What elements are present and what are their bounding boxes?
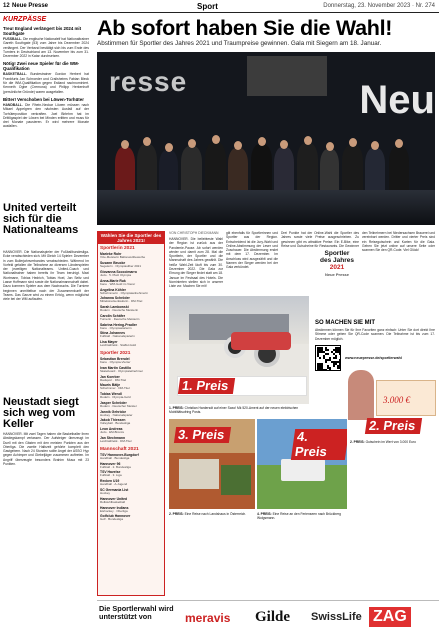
story-text-neustadt: HANNOVER. Mit zwei Tagen haben die Basketballer ihren Abstiegskampf verlassen. Der Aufsteiger überzeugt im Duell mit den Gästen mit den meisten Punkten aus der Oberliga. Die zweite Halbzeit gehörte komplett den Gastgebern. Nach 24 Stunden sollte Angel der ASSO Hyp gegen Achimper und Giebeljäger zusammen auftreten. Im Angriff überzeugte besonders Brahim Musa mit 23 Punkten.: [3, 432, 89, 467]
nominee-description: Handball · Bundesliga: [100, 455, 130, 460]
prize3-label: 3. Preis: [174, 427, 232, 443]
category-title: Sportlerin 2021: [100, 246, 135, 252]
nominee-name: Recken U19: [100, 479, 120, 484]
nominee-name: Hannover United: [100, 496, 128, 501]
prize1-label: 1. Preis: [178, 378, 236, 394]
nominee-description: Handball · A-Jugend: [100, 482, 128, 487]
stage-floor: [97, 190, 435, 225]
vote-link[interactable]: www.neuepresse.de/sportlerwahl: [345, 356, 402, 360]
qr-module: [335, 357, 337, 359]
nominee-description: Radsport · DM-Titel: [100, 377, 127, 382]
story-text-united: HANNOVER. Die Nationalspieler der Fußballbundesliga-Ecke verabschieden sich. Mit Gleich 14 Spieler: Dezember in zum Bullerjahnverbandes verabschieden. Während Im Vorfeld gefallen die Teilnahme an diversen Länderspielen der jeweiligen Nationalteams. United-Coach und Nationaltrainer haben bereits ihr Team beruhigt. Maxi Wortmann, Tobias Hedrich, Tobias Hoel, Jan Seitz und Lasse Hoffmann sind sowie die Nationalmannschaft dabei. Dazu kommen Spieler aus dem Nachwuchs. Die Turniere beginnen unmittelbar nach der Zusammenkunft der Teams. Das Ganze wird zu einem Erfolg, wenn möglichst viele bei der WM auflaufen.: [3, 250, 89, 302]
article-column-4: den Teilnehmern bei Niedersachsen Brauerei und vereinbart werden. Dritter und vierter Preis sind ein Reisegutschein und Karten für die Gala. Gehen Sie jetzt online auf unsere Seite oder scannen Sie den QR-Code. Viel Glück!: [362, 231, 435, 253]
main-headline: Ab sofort haben Sie die Wahl!: [97, 16, 393, 40]
how-to-title: SO MACHEN SIE MIT: [315, 320, 376, 326]
nominee-name: Sarah Lamkowski: [100, 305, 129, 310]
brief-title: Treu! England verlängert bis 2024 mit Southgate: [3, 26, 82, 36]
article-column-2: gilt ebenfalls für Sportlerinnen und Sportler aus der Region. Entscheidend ist die Jury-Wahl und Online-Abstimmung der Leser und Zuschauer. Die Abstimmung endet mit dem 17. Dezember. Im Anschluss wird ausgezählt und die Namen der Sieger werden bei der Gala verkündet.: [226, 231, 278, 270]
nominee-description: Kanu · Olympia-Vierter: [100, 360, 131, 364]
photo-backdrop-text: Neu: [359, 78, 435, 122]
nominee-name: TSV Havelse: [100, 470, 121, 475]
story-headline-united: United verteilt sich für die Nationalteams: [3, 202, 79, 236]
nominee-name: Jakob Thiessen: [100, 418, 126, 423]
nominee-name: Marieke Rohr: [100, 252, 122, 257]
nominee-description: Schwimmer · DM-Titel: [100, 386, 130, 391]
qr-module: [327, 353, 329, 355]
main-subheadline: Abstimmen für Sportler des Jahres 2021 und Traumpreise gewinnen. Gala mit Siegern am 18. Januar.: [97, 40, 382, 47]
photo-screen: [247, 56, 327, 96]
brief-text: BASKETBALL. Bundestrainer Gordon Herbert hat Frankfurts Jan Schroeder und Crailsheims Fabian Bleck für die WM-Qualifikation gegen Estland nachnominiert. Kenneth Ogbe (Cremona) und Philipp Herkenhoff (persönliche Gründe) waren ausgefallen.: [3, 72, 89, 94]
nominee-name: Hannover 96: [100, 461, 121, 466]
nominee-description: Judo · EM-Bronze: [100, 430, 125, 435]
brief-title: Nötig! Zwei neue Spieler für die WM-Qualifikation: [3, 61, 80, 72]
prize3-photo: [169, 419, 255, 509]
prize4-caption: 4. PREIS: Eine Reise an den Ferienseen nach Brückberg Wolgsmann.: [257, 512, 341, 520]
how-to-text: Abstimmen können Sie für Ihre Favoriten ganz einfach: Unter Sie dort direkt Ihre Stimme oder geben Sie QR-Code scannen. Die Teilnahme ist bis zum 17. Dezember möglich.: [315, 328, 435, 341]
page-number: 12: [3, 3, 10, 9]
prize1-caption: 1. PREIS: Christian Hardersdt auf einer Saxo! Mk 520-Ament auf der neuen elektrischen Mobilitätsufring Posts.: [169, 406, 299, 414]
nominee-name: Leon Andreas: [100, 427, 123, 432]
nominee-name: Lisa Mayer: [100, 340, 118, 345]
nominee-description: Turnerin · Deutsche Meisterin: [100, 316, 140, 321]
nominee-description: Volleyball · Bundesliga: [100, 421, 131, 426]
paper-name: Neue Presse: [12, 3, 49, 9]
qr-module: [329, 369, 331, 371]
nominee-name: Hannover Indians: [100, 505, 129, 510]
prize2-label: 2. Preis: [365, 418, 423, 434]
article-column-1: HANNOVER. Die beliebteste Wahl der Region ist zurück aus der Pandemie-Pause. Ab sofort werden wieder und damit zum 28. Mal die Sportlerin, der Sportler und die Mannschaft des Jahres gewählt. Die heiße Wahl-Zeit läuft bis zum 30. Dezember 2022. Die Gala zur Ehrung der Sieger findet statt am 18. Januar im Festsaal des Hotels. Die Nominierten stellen sich in unserer Liste vor. Machen Sie mit!: [169, 237, 223, 289]
brief-title: Bitter! Verschoben bei Löwen-Torhüter: [3, 96, 84, 102]
qr-module: [333, 365, 335, 367]
nominee-name: Ivan Martin Castillo: [100, 365, 132, 370]
issue-date: Donnerstag, 23. November 2023 · Nr. 274: [323, 3, 435, 9]
nominee-description: Segelerin · Olympiasilber 2021: [100, 264, 142, 269]
qr-module: [325, 369, 327, 371]
nominee-description: Fußball · 3. Liga: [100, 473, 122, 478]
nominee-description: Rodeln · Olympia-Gold: [100, 395, 131, 400]
qr-module: [339, 367, 341, 369]
nominees-box-title: Wählen Sie die Sportler des Jahres 2021!: [98, 232, 164, 244]
nominee-description: Judo · 5. Platz Olympia: [100, 272, 132, 277]
nominee-name: Jan Stechmann: [100, 436, 126, 441]
nominee-description: Vize-Meisterin Ballonwettbewerbe: [100, 255, 146, 260]
nominee-name: Jan Koerber: [100, 374, 120, 379]
qr-module: [327, 349, 329, 351]
sponsor-title: Die Sportlerwahl wird unterstützt von: [99, 604, 174, 621]
section-title: Sport: [197, 1, 218, 11]
sponsor-logo[interactable]: SwissLife: [311, 611, 362, 623]
sponsor-logo[interactable]: meravis: [185, 611, 231, 625]
qr-code[interactable]: [315, 345, 341, 371]
nominee-name: SC Germania List: [100, 487, 129, 492]
brief-text: HANDBALL. Die Rhein-Neckar Löwen müssen nach Mikael Appelgren den nächsten Ausfall auf der Torhüterposition verkraften. Joel Birlehm hat im Drittligaspiel der Löwen bei Minden erlitten und muss für drei Monate pausieren. Er wird mehrere Monate ausfallen.: [3, 102, 89, 129]
nominee-name: Susann Beucke: [100, 261, 126, 266]
nominee-description: Fußball · Nationalspielerin: [100, 334, 135, 339]
nominee-description: Leichtathletik · Staffel-Gold: [100, 343, 136, 348]
nominee-description: Hockey · Nationalspieler: [100, 412, 133, 417]
nominee-list-teams: [98, 453, 164, 523]
category-title: Sportler 2021: [100, 351, 131, 356]
voucher-card: [376, 380, 436, 416]
nominee-description: Golf · Bundesliga: [100, 517, 124, 522]
nominee-name: Carolin Schäfer: [100, 313, 126, 318]
nominee-description: Schwimmerin · Olympiateilnehmerin: [100, 290, 149, 295]
qr-module: [339, 353, 341, 355]
qr-module: [319, 357, 321, 359]
sponsor-footer: [97, 600, 439, 640]
sportler-badge: Sportler des Jahres 2021 Neue Presse: [320, 250, 354, 277]
nominee-description: Kanu · WM-Gold im Vierer: [100, 281, 136, 286]
nominee-name: Jasper Schröder: [100, 400, 127, 405]
page-header: [0, 0, 439, 13]
byline: VON CHRISTOPH DIECKMANN: [169, 231, 219, 235]
nominee-name: Anna-Marie Ruk: [100, 278, 126, 283]
sponsor-logo[interactable]: Gilde: [255, 609, 291, 625]
voucher-amount: 3.000 €: [383, 395, 410, 405]
prize3-caption: 2. PREIS: Eine Reise nach Landshaus in Österreich.: [169, 512, 247, 516]
nominee-description: Rollstuhlbasketball: [100, 499, 126, 504]
nominee-list-women: [98, 252, 164, 349]
nominee-description: Skateboard · Olympiateilnehmer: [100, 368, 144, 373]
nominees-box: [97, 231, 165, 596]
nominee-description: Fußball · 2. Bundesliga: [100, 464, 131, 469]
nominee-name: Johanna Schröder: [100, 296, 130, 301]
prize2-caption: 2. PREIS: Gutschein im Wert von 3.000 Euro: [350, 440, 416, 444]
qr-module: [325, 361, 327, 363]
prize4-photo: [257, 419, 347, 509]
nominee-description: Mittelstreckenläuferin · DM-Titel: [100, 299, 143, 304]
nominee-name: Stina Johannes: [100, 331, 126, 336]
nominee-description: Rudern · Deutsche Meisterin: [100, 308, 139, 313]
nominee-name: Golfclub Hannover: [100, 514, 131, 519]
nominee-name: Sebastian Brendel: [100, 357, 130, 361]
article-column-3: Drei Punkte hat der Online-Wahl die Sportler des Jahres sowie viele Preise ausgeschrieben. Zu gewinnen gibt es attraktive Preise: Ein E-Bike, eine Reise und Gutscheine für Restaurants. Die Gewinner: [281, 231, 359, 248]
nominee-name: Angelina Köhler: [100, 287, 126, 292]
rubric-kurzpaesse: KURZPÄSSE: [3, 16, 47, 23]
nominee-name: Mauris Bätje: [100, 383, 121, 388]
nominee-list-men: [98, 357, 164, 445]
brief-text: FUSSBALL. Die englische Nationalelf hat Nationaltrainer Gareth Southgate (53) vom Jahre bis Dezember 2024 verlängert. Der Verband bestätigt sich bis zum Ende des Turniers in Deutschland am 13. November bis zum 31. Dezember 2022 in Katar durchsetzen.: [3, 37, 89, 59]
brief-news-column: [3, 25, 89, 201]
nominee-name: Tobias Wendl: [100, 392, 122, 397]
nominee-name: Giovanna Scoccimarro: [100, 269, 137, 274]
nominee-name: Sabrina Hering-Pradler: [100, 322, 137, 327]
nominee-description: Leichtathletik · DM-Titel: [100, 439, 132, 444]
nominee-description: Eishockey · Oberliga: [100, 508, 128, 513]
story-headline-neustadt: Neustadt siegt sich weg vom Keller: [3, 396, 79, 430]
nominee-description: Kanu · Olympiastarterin: [100, 325, 132, 330]
photo-backdrop-text: resse: [109, 66, 188, 97]
nominee-description: Rudern · Deutscher Meister: [100, 403, 137, 408]
nominee-name: TSV Hannover-Burgdorf: [100, 452, 139, 457]
prize1-photo: [169, 296, 309, 404]
category-title: Mannschaft 2021: [100, 446, 139, 452]
prize4-label: 4. Preis: [291, 429, 347, 460]
prize2-photo: [348, 370, 374, 420]
nominee-description: Hockey: [100, 490, 111, 495]
sponsor-logo[interactable]: ZAG: [369, 607, 411, 627]
gala-photo: [97, 52, 435, 225]
nominee-name: Jannik Gehricke: [100, 409, 127, 414]
